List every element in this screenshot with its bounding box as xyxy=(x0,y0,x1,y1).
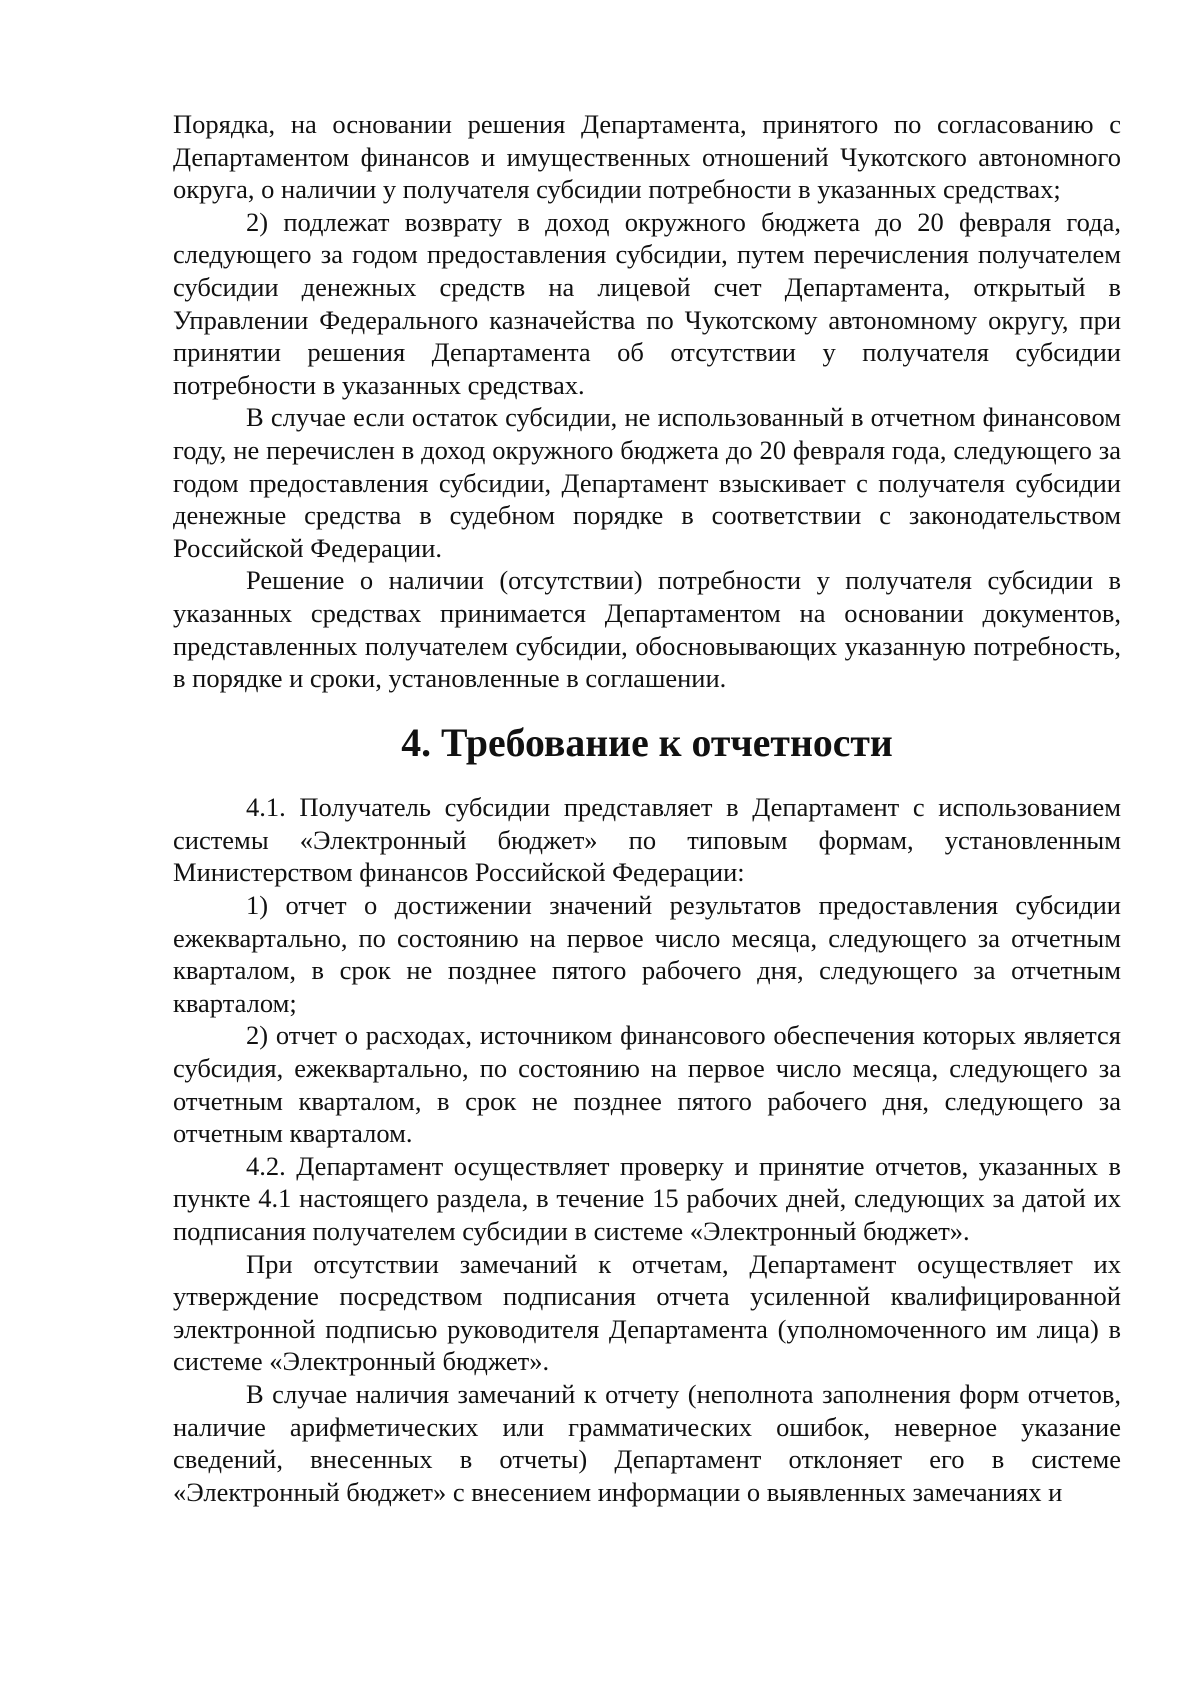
section-title: 4. Требование к отчетности xyxy=(401,720,893,765)
paragraph-4-1: 4.1. Получатель субсидии представляет в Департамент с использованием системы «Электронный бюджет» по типовым формам, установленным Министерством финансов Российской Федерации: xyxy=(173,792,1121,888)
paragraph-unused-balance: В случае если остаток субсидии, не использованный в отчетном финансовом году, не перечислен в доход окружного бюджета до 20 февраля года, следующего за годом предоставления субсидии, Департамент взыскивает с получателя субсидии денежные средства в судебном порядке в соответствии с законодательством Российской Федерации. xyxy=(173,402,1121,563)
paragraph-4-1-item-1: 1) отчет о достижении значений результатов предоставления субсидии ежеквартально, по состоянию на первое число месяца, следующего за отчетным кварталом, в срок не позднее пятого рабочего дня, следующего за отчетным кварталом; xyxy=(173,890,1121,1018)
paragraph-continuation: Порядка, на основании решения Департамента, принятого по согласованию с Департаментом финансов и имущественных отношений Чукотского автономного округа, о наличии у получателя субсидии потребности в указанных средствах; xyxy=(173,109,1121,205)
paragraph-remarks: В случае наличия замечаний к отчету (неполнота заполнения форм отчетов, наличие арифметических или грамматических ошибок, неверное указание сведений, внесенных в отчеты) Департамент отклоняет его в системе «Электронный бюджет» с внесением информации о выявленных замечаниях и xyxy=(173,1378,1121,1507)
paragraph-no-remarks: При отсутствии замечаний к отчетам, Департамент осуществляет их утверждение посредством подписания отчета усиленной квалифицированной электронной подписью руководителя Департамента (уполномоченного им лица) в системе «Электронный бюджет». xyxy=(173,1248,1121,1377)
paragraph-4-1-item-2: 2) отчет о расходах, источником финансового обеспечения которых является субсидия, ежеквартально, по состоянию на первое число месяца, следующего за отчетным кварталом, в срок не позднее пятого рабочего дня, следующего за отчетным кварталом. xyxy=(173,1020,1121,1149)
document-page xyxy=(173,108,1121,1508)
paragraph-item-2: 2) подлежат возврату в доход окружного бюджета до 20 февраля года, следующего за годом предоставления субсидии, путем перечисления получателем субсидии денежных средств на лицевой счет Департамента, открытый в Управлении Федерального казначейства по Чукотскому автономному округу, при принятии решения Департамента об отсутствии у получателя субсидии потребности в указанных средствах. xyxy=(173,206,1121,400)
paragraph-4-2: 4.2. Департамент осуществляет проверку и принятие отчетов, указанных в пункте 4.1 настоящего раздела, в течение 15 рабочих дней, следующих за датой их подписания получателем субсидии в системе «Электронный бюджет». xyxy=(173,1150,1121,1246)
paragraph-decision: Решение о наличии (отсутствии) потребности у получателя субсидии в указанных средствах принимается Департаментом на основании документов, представленных получателем субсидии, обосновывающих указанную потребность, в порядке и сроки, установленные в соглашении. xyxy=(173,565,1121,694)
